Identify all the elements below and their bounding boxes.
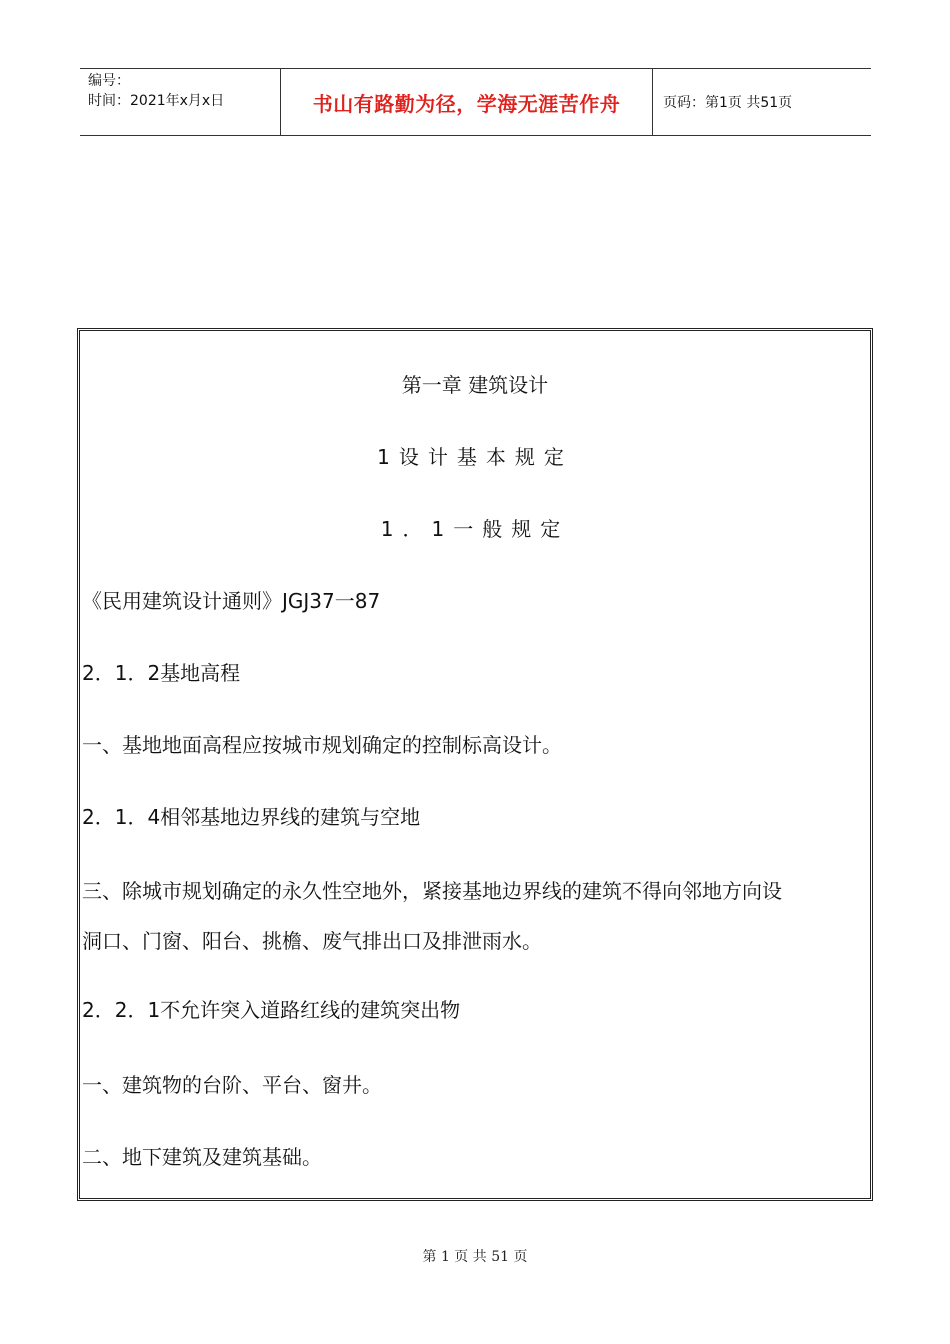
- paragraph-line: 2．2．1不允许突入道路红线的建筑突出物: [82, 998, 461, 1022]
- chapter-title: 第一章 建筑设计: [401, 373, 549, 397]
- paragraph-line: 洞口、门窗、阳台、挑檐、废气排出口及排泄雨水。: [82, 929, 542, 953]
- paragraph-line: 《民用建筑设计通则》JGJ37一87: [82, 589, 381, 613]
- header-motto-cell: [281, 69, 653, 135]
- paragraph-line: 一、基地地面高程应按城市规划确定的控制标高设计。: [82, 733, 562, 757]
- paragraph-line: 2．1．2基地高程: [82, 661, 241, 685]
- page-footer: 第 1 页 共 51 页: [422, 1249, 528, 1265]
- time-label: 时间：2021年x月x日: [88, 93, 225, 109]
- number-label: 编号：: [88, 73, 130, 89]
- paragraph-line: 三、除城市规划确定的永久性空地外，紧接基地边界线的建筑不得向邻地方向设: [82, 879, 782, 903]
- motto-text: 书山有路勤为径，学海无涯苦作舟: [312, 91, 621, 116]
- paragraph-line: 一、建筑物的台阶、平台、窗井。: [82, 1073, 382, 1097]
- header-meta-cell: [80, 69, 281, 135]
- section-title: 1设计基本规定: [377, 445, 573, 469]
- content-box: [77, 328, 873, 1201]
- subsection-title: 1．1一般规定: [380, 517, 570, 541]
- paragraph-line: 二、地下建筑及建筑基础。: [82, 1145, 322, 1169]
- paragraph-line: 2．1．4相邻基地边界线的建筑与空地: [82, 805, 421, 829]
- header-page-cell: [653, 69, 871, 135]
- page-info: 页码：第1页 共51页: [663, 95, 793, 111]
- header-table: [80, 68, 871, 136]
